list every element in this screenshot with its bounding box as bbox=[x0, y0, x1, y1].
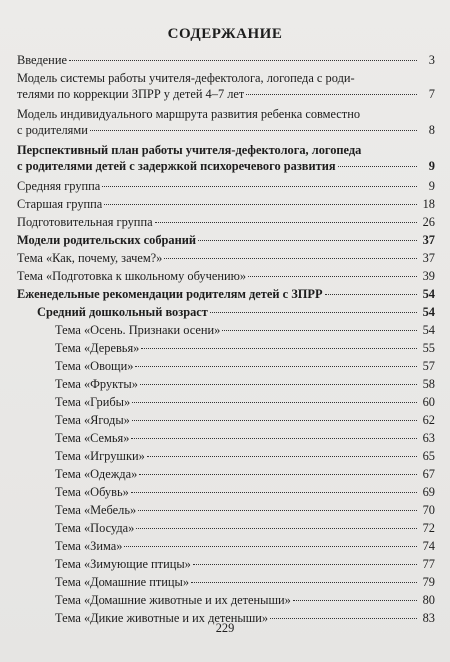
entry-title: Подготовительная группа bbox=[17, 215, 153, 229]
leader-dots bbox=[155, 221, 417, 223]
page-number: 229 bbox=[215, 621, 235, 635]
leader-dots bbox=[136, 527, 417, 529]
toc-entry bbox=[55, 502, 435, 518]
leader-dots bbox=[138, 509, 417, 511]
entry-page: 69 bbox=[422, 485, 435, 499]
leader-dots bbox=[140, 383, 417, 385]
entry-page: 79 bbox=[422, 575, 435, 589]
entry-title: Модели родительских собраний bbox=[17, 233, 197, 247]
leader-dots bbox=[338, 165, 417, 167]
entry-page: 3 bbox=[428, 53, 435, 67]
entry-page: 58 bbox=[422, 377, 435, 391]
entry-page: 8 bbox=[428, 123, 435, 137]
leader-dots bbox=[147, 455, 417, 457]
leader-dots bbox=[135, 365, 417, 367]
entry-title: Тема «Ягоды» bbox=[55, 413, 130, 427]
entry-title-line1: Перспективный план работы учителя-дефектолога, логопеда bbox=[17, 143, 362, 157]
toc-entry bbox=[55, 556, 435, 572]
entry-title: Тема «Обувь» bbox=[55, 485, 129, 499]
toc-entry bbox=[17, 196, 435, 212]
entry-title: с родителями bbox=[17, 123, 88, 137]
leader-dots bbox=[139, 473, 417, 475]
entry-page: 80 bbox=[422, 593, 435, 607]
leader-dots bbox=[131, 437, 417, 439]
entry-title: Тема «Подготовка к школьному обучению» bbox=[17, 269, 247, 283]
entry-page: 54 bbox=[422, 287, 435, 301]
leader-dots bbox=[124, 545, 417, 547]
entry-title: Еженедельные рекомендации родителям детей с ЗПРР bbox=[17, 287, 323, 301]
entry-title: Тема «Зимующие птицы» bbox=[55, 557, 191, 571]
leader-dots bbox=[270, 617, 417, 619]
entry-page: 65 bbox=[422, 449, 435, 463]
toc-entry bbox=[55, 322, 435, 338]
toc-entry bbox=[55, 466, 435, 482]
entry-title: Тема «Посуда» bbox=[55, 521, 135, 535]
toc-entry bbox=[17, 286, 435, 302]
page-title: СОДЕРЖАНИЕ bbox=[167, 26, 283, 42]
entry-title: Тема «Осень. Признаки осени» bbox=[55, 323, 221, 337]
toc-entry bbox=[55, 538, 435, 554]
toc-entry bbox=[55, 484, 435, 500]
leader-dots bbox=[198, 239, 417, 241]
leader-dots bbox=[193, 563, 417, 565]
toc-entry bbox=[55, 520, 435, 536]
entry-title: Тема «Деревья» bbox=[55, 341, 140, 355]
entry-page: 37 bbox=[422, 251, 435, 265]
leader-dots bbox=[104, 203, 417, 205]
entry-page: 39 bbox=[422, 269, 435, 283]
leader-dots bbox=[69, 59, 417, 61]
leader-dots bbox=[132, 401, 417, 403]
toc-entry bbox=[17, 142, 435, 174]
entry-title: Тема «Как, почему, зачем?» bbox=[17, 251, 163, 265]
entry-title: Тема «Игрушки» bbox=[55, 449, 145, 463]
entry-page: 77 bbox=[422, 557, 435, 571]
leader-dots bbox=[164, 257, 417, 259]
leader-dots bbox=[131, 491, 417, 493]
leader-dots bbox=[246, 93, 417, 95]
entry-title: Тема «Домашние животные и их детеныши» bbox=[55, 593, 291, 607]
entry-page: 63 bbox=[422, 431, 435, 445]
entry-page: 62 bbox=[422, 413, 435, 427]
leader-dots bbox=[90, 129, 417, 131]
leader-dots bbox=[248, 275, 417, 277]
entry-title: Тема «Дикие животные и их детеныши» bbox=[55, 611, 269, 625]
leader-dots bbox=[325, 293, 417, 295]
entry-page: 74 bbox=[422, 539, 435, 553]
toc-entry bbox=[55, 448, 435, 464]
entry-title: Тема «Зима» bbox=[55, 539, 123, 553]
entry-page: 9 bbox=[428, 179, 435, 193]
toc-entry bbox=[17, 70, 435, 102]
entry-page: 67 bbox=[422, 467, 435, 481]
entry-title-line1: Модель системы работы учителя-дефектолога, логопеда с роди- bbox=[17, 71, 355, 85]
entry-page: 55 bbox=[422, 341, 435, 355]
toc-entry bbox=[55, 358, 435, 374]
toc-entry bbox=[55, 574, 435, 590]
entry-title: Введение bbox=[17, 53, 67, 67]
entry-title: Тема «Семья» bbox=[55, 431, 130, 445]
entry-page: 54 bbox=[422, 323, 435, 337]
entry-title: Средний дошкольный возраст bbox=[37, 305, 208, 319]
entry-page: 72 bbox=[422, 521, 435, 535]
entry-title: Тема «Грибы» bbox=[55, 395, 131, 409]
toc-entry bbox=[17, 52, 435, 68]
entry-page: 70 bbox=[422, 503, 435, 517]
entry-title-line1: Модель индивидуального маршрута развития ребенка совместно bbox=[17, 107, 361, 121]
entry-title: телями по коррекции ЗПРР у детей 4–7 лет bbox=[17, 87, 245, 101]
toc-entry bbox=[55, 430, 435, 446]
toc-entry bbox=[17, 268, 435, 284]
leader-dots bbox=[102, 185, 417, 187]
leader-dots bbox=[191, 581, 417, 583]
entry-title: с родителями детей с задержкой психоречевого развития bbox=[17, 159, 336, 173]
leader-dots bbox=[141, 347, 417, 349]
toc-entry bbox=[55, 592, 435, 608]
toc-entry bbox=[17, 178, 435, 194]
toc-entry bbox=[55, 394, 435, 410]
entry-title: Старшая группа bbox=[17, 197, 103, 211]
toc-entry bbox=[17, 250, 435, 266]
entry-page: 37 bbox=[422, 233, 435, 247]
entry-page: 9 bbox=[428, 159, 435, 173]
entry-page: 83 bbox=[422, 611, 435, 625]
toc-entry bbox=[55, 376, 435, 392]
entry-page: 60 bbox=[422, 395, 435, 409]
entry-title: Тема «Мебель» bbox=[55, 503, 137, 517]
entry-page: 26 bbox=[422, 215, 435, 229]
entry-title: Тема «Одежда» bbox=[55, 467, 138, 481]
toc-entry bbox=[17, 214, 435, 230]
toc-entry bbox=[37, 304, 435, 320]
entry-page: 57 bbox=[422, 359, 435, 373]
toc-entry bbox=[55, 412, 435, 428]
leader-dots bbox=[132, 419, 417, 421]
entry-page: 54 bbox=[422, 305, 435, 319]
toc-entry bbox=[55, 340, 435, 356]
entry-title: Тема «Домашние птицы» bbox=[55, 575, 190, 589]
leader-dots bbox=[293, 599, 417, 601]
entry-page: 18 bbox=[422, 197, 435, 211]
entry-title: Средняя группа bbox=[17, 179, 101, 193]
leader-dots bbox=[222, 329, 417, 331]
leader-dots bbox=[210, 311, 417, 313]
toc-entry bbox=[17, 106, 435, 138]
toc-entry bbox=[17, 232, 435, 248]
entry-title: Тема «Фрукты» bbox=[55, 377, 138, 391]
entry-page: 7 bbox=[428, 87, 435, 101]
entry-title: Тема «Овощи» bbox=[55, 359, 134, 373]
